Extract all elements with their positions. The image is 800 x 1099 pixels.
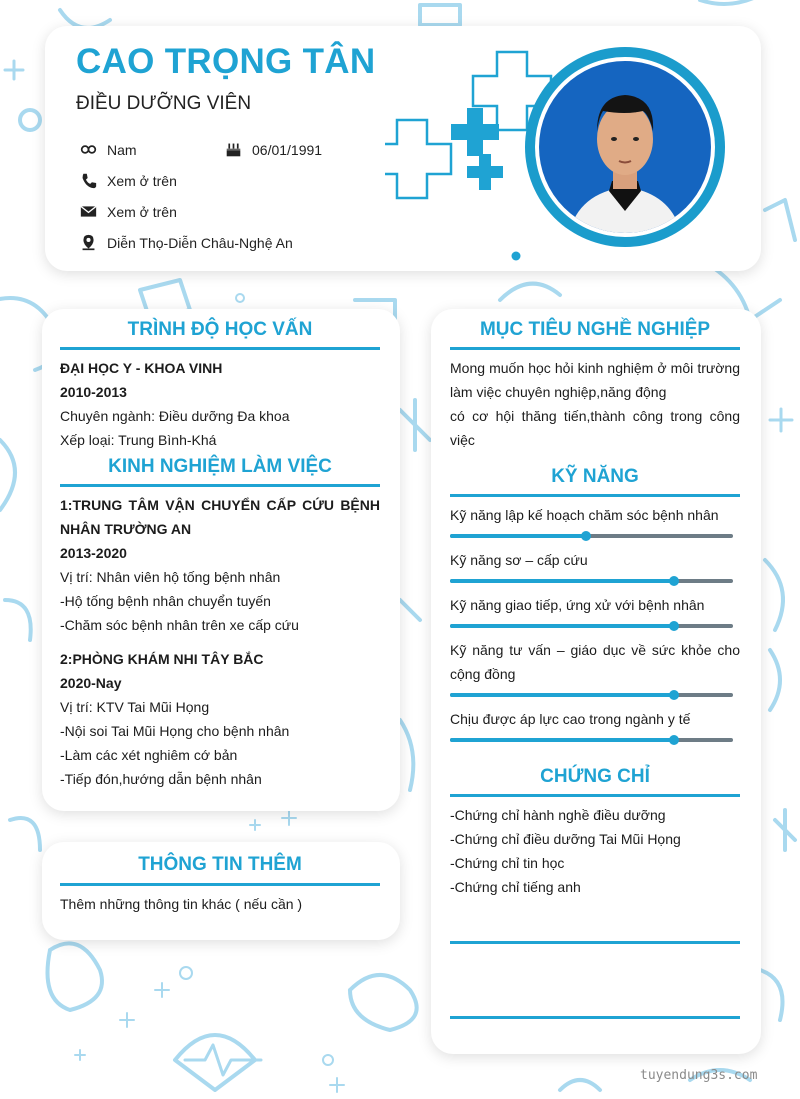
- job-2-company: 2:PHÒNG KHÁM NHI TÂY BẮC: [60, 651, 264, 667]
- avatar: [525, 47, 725, 247]
- envelope-icon: [80, 203, 97, 220]
- job-1-line: -Hộ tống bệnh nhân chuyển tuyến: [60, 593, 271, 609]
- header-card: [45, 26, 761, 271]
- birthday-cake-icon: [225, 141, 242, 158]
- empty-section-divider: [450, 941, 740, 944]
- job-2-period: 2020-Nay: [60, 675, 122, 691]
- certificates-title: CHỨNG CHỈ: [540, 766, 650, 787]
- job-2-line: -Tiếp đón,hướng dẫn bệnh nhân: [60, 771, 262, 787]
- extra-info-card: [42, 842, 400, 940]
- certificate-item: -Chứng chỉ tiếng anh: [450, 879, 581, 895]
- job-1-company-line-1: 1:TRUNG TÂM VẬN CHUYỂN CẤP CỨU BỆNH: [60, 497, 380, 513]
- skill-bar: [450, 738, 733, 742]
- skill-bar-knob: [581, 531, 591, 541]
- job-1-period: 2013-2020: [60, 545, 127, 561]
- birthdate-row: [225, 141, 322, 158]
- phone-row: [80, 172, 177, 189]
- objective-divider: [450, 347, 740, 350]
- job-2-line: -Nội soi Tai Mũi Họng cho bệnh nhân: [60, 723, 290, 739]
- phone-value: Xem ở trên: [107, 172, 177, 189]
- skill-bar: [450, 693, 733, 697]
- skill-bar-knob: [669, 576, 679, 586]
- gender-value: Nam: [107, 141, 137, 158]
- skill-bar-knob: [669, 690, 679, 700]
- skill-bar-knob: [669, 621, 679, 631]
- job-1-line: -Chăm sóc bệnh nhân trên xe cấp cứu: [60, 617, 299, 633]
- skill-label: Kỹ năng giao tiếp, ứng xử với bệnh nhân: [450, 597, 705, 613]
- birthdate-value: 06/01/1991: [252, 141, 323, 158]
- education-period: 2010-2013: [60, 384, 127, 400]
- email-row: [80, 203, 177, 220]
- skill-bar-fill: [450, 534, 586, 538]
- phone-icon: [80, 172, 97, 189]
- skills-title: KỸ NĂNG: [551, 466, 639, 487]
- skill-bar-fill: [450, 693, 674, 697]
- education-school: ĐẠI HỌC Y - KHOA VINH: [60, 360, 223, 376]
- certificate-item: -Chứng chỉ tin học: [450, 855, 565, 871]
- certificate-item: -Chứng chỉ điều dưỡng Tai Mũi Họng: [450, 831, 681, 847]
- gender-icon: [80, 141, 97, 158]
- certificate-item: -Chứng chỉ hành nghề điều dưỡng: [450, 807, 666, 823]
- skill-label: Kỹ năng sơ – cấp cứu: [450, 552, 588, 568]
- education-major: Chuyên ngành: Điều dưỡng Đa khoa: [60, 408, 290, 424]
- left-column-card: [42, 309, 400, 811]
- education-grade: Xếp loại: Trung Bình-Khá: [60, 432, 217, 448]
- job-title: ĐIỀU DƯỠNG VIÊN: [76, 93, 252, 114]
- right-column-card: [431, 309, 761, 1054]
- job-2-line: Vị trí: KTV Tai Mũi Họng: [60, 699, 210, 715]
- skill-label: Kỹ năng tư vấn – giáo dục về sức khỏe cho cộng đồng: [450, 642, 740, 682]
- skill-bar: [450, 534, 733, 538]
- gender-row: [80, 141, 137, 158]
- skill-label: Chịu được áp lực cao trong ngành y tế: [450, 711, 691, 727]
- empty-section-divider: [450, 1016, 740, 1019]
- extra-divider: [60, 883, 380, 886]
- objective-line: có cơ hội thăng tiến,thành công trong công: [450, 408, 740, 424]
- email-value: Xem ở trên: [107, 203, 177, 220]
- skill-bar-fill: [450, 738, 674, 742]
- skill-bar: [450, 624, 733, 628]
- skill-bar-fill: [450, 624, 674, 628]
- watermark: tuyendung3s.com: [640, 1068, 758, 1083]
- objective-title: MỤC TIÊU NGHỀ NGHIỆP: [479, 319, 711, 340]
- objective-line: Mong muốn học hỏi kinh nghiệm ở môi trường: [450, 360, 740, 376]
- skill-bar-fill: [450, 579, 674, 583]
- skills-divider: [450, 494, 740, 497]
- education-title: TRÌNH ĐỘ HỌC VẤN: [127, 319, 313, 340]
- address-value: Diễn Thọ-Diễn Châu-Nghệ An: [107, 234, 293, 251]
- education-divider: [60, 347, 380, 350]
- skill-bar-knob: [669, 735, 679, 745]
- map-pin-icon: [80, 234, 97, 251]
- certificates-divider: [450, 794, 740, 797]
- portrait-photo: [539, 61, 711, 233]
- experience-title: KINH NGHIỆM LÀM VIỆC: [108, 456, 332, 477]
- objective-line: việc: [450, 432, 475, 448]
- extra-title: THÔNG TIN THÊM: [138, 854, 302, 875]
- address-row: [80, 234, 293, 251]
- skill-bar: [450, 579, 733, 583]
- job-1-line: Vị trí: Nhân viên hộ tống bệnh nhân: [60, 569, 281, 585]
- candidate-name: CAO TRỌNG TÂN: [76, 42, 376, 81]
- job-2-line: -Làm các xét nghiêm cớ bản: [60, 747, 238, 763]
- skill-label: Kỹ năng lập kế hoạch chăm sóc bệnh nhân: [450, 507, 719, 523]
- objective-line: làm việc chuyên nghiệp,năng động: [450, 384, 667, 400]
- extra-text: Thêm những thông tin khác ( nếu cần ): [60, 896, 303, 912]
- experience-divider: [60, 484, 380, 487]
- job-1-company-line-2: NHÂN TRƯỜNG AN: [60, 521, 192, 537]
